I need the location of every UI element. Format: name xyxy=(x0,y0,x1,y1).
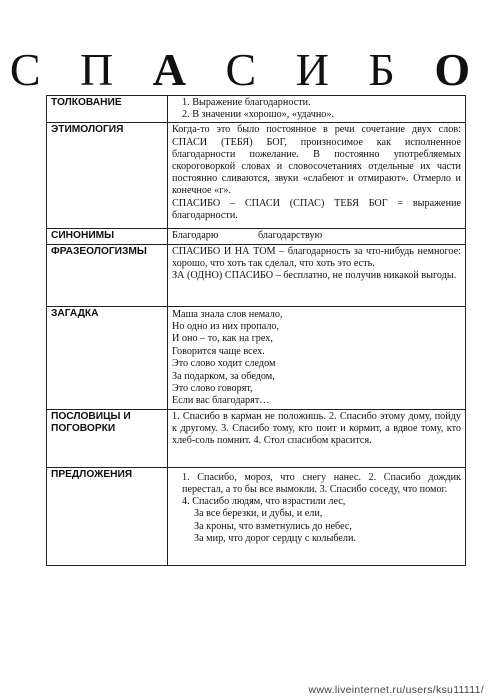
poem-line: Если вас благодарят… xyxy=(172,395,270,407)
poem-line: Говорится чаще всех. xyxy=(172,345,265,357)
synonym-1: Благодарю xyxy=(172,230,219,242)
info-table xyxy=(46,95,466,566)
poem-line: Маша знала слов немало, xyxy=(172,308,283,320)
poem-line: Это слово ходит следом xyxy=(172,358,276,370)
paragraph: СПАСИБО – СПАСИ (СПАС) ТЕБЯ БОГ = выражение благодарности. xyxy=(172,197,461,221)
sentence-item: 1. Спасибо, мороз, что снегу нанес. 2. Спасибо дождик перестал, а то бы все вымокли. 3. Спасибо соседу, что помог. xyxy=(182,471,461,496)
paragraph: ЗА (ОДНО) СПАСИБО – бесплатно, не получив никакой выгоды. xyxy=(172,270,457,282)
list-item: 1. Выражение благодарности. xyxy=(182,97,311,108)
table-row xyxy=(47,244,466,306)
term-etimologiya: ЭТИМОЛОГИЯ xyxy=(47,123,168,229)
page-title: С П А С И Б О xyxy=(9,44,485,95)
poem-line: За мир, что дорог сердцу с колыбели. xyxy=(194,532,356,544)
list-item: 2. В значении «хорошо», «удачно». xyxy=(182,109,335,121)
term-tolkovanie: ТОЛКОВАНИЕ xyxy=(47,96,168,123)
poem-line: Но одно из них пропало, xyxy=(172,321,280,333)
poem-line: За кроны, что взметнулись до небес, xyxy=(194,520,352,532)
source-url: www.liveinternet.ru/users/ksu11111/ xyxy=(308,684,484,696)
paragraph: СПАСИБО И НА ТОМ – благодарность за что-нибудь немногое: хорошо, что хоть так сделал, что хоть это есть. xyxy=(172,245,461,269)
term-frazeologizmy: ФРАЗЕОЛОГИЗМЫ xyxy=(47,244,168,306)
definition-zagadka xyxy=(168,306,466,409)
definition-etimologiya xyxy=(168,123,466,229)
definition-poslovitsy: 1. Спасибо в карман не положишь. 2. Спасибо этому дому, пойду к другому. 3. Спасибо тому, кто поит и кормит, а вдвое тому, кто хлеб-соль помнит. 4. Стол спасибом красится. xyxy=(168,409,466,467)
synonym-2: благодарствую xyxy=(258,230,323,242)
definition-sinonimy xyxy=(168,229,466,244)
definition-tolkovanie xyxy=(168,96,466,123)
table-row xyxy=(47,96,466,123)
paragraph: Когда-то это было постоянное в речи сочетание двух слов: СПАСИ (ТЕБЯ) БОГ, произносимое как исполненное благодарности пожелание. В постоянно употребляемых скороговоркой словах и словосочетаниях отдельные их части постоянно сливаются, звуки «слабеют и отмирают». Отмерло и конечное «г». xyxy=(172,124,461,197)
table-row xyxy=(47,467,466,565)
term-sinonimy: СИНОНИМЫ xyxy=(47,229,168,244)
poem-line: И оно – то, как на грех, xyxy=(172,333,273,345)
term-predlozheniya: ПРЕДЛОЖЕНИЯ xyxy=(47,467,168,565)
table-row xyxy=(47,409,466,467)
term-zagadka: ЗАГАДКА xyxy=(47,306,168,409)
table-row xyxy=(47,306,466,409)
poem-line: 4. Спасибо людям, что взрастили лес, xyxy=(182,496,346,508)
table-row xyxy=(47,123,466,229)
term-poslovitsy: ПОСЛОВИЦЫ И ПОГОВОРКИ xyxy=(47,409,168,467)
table-row xyxy=(47,229,466,244)
definition-frazeologizmy xyxy=(168,244,466,306)
poem-line: Это слово говорят, xyxy=(172,383,253,395)
definition-predlozheniya xyxy=(168,467,466,565)
poem-line: За подарком, за обедом, xyxy=(172,370,275,382)
poem-line: За все березки, и дубы, и ели, xyxy=(194,508,323,520)
